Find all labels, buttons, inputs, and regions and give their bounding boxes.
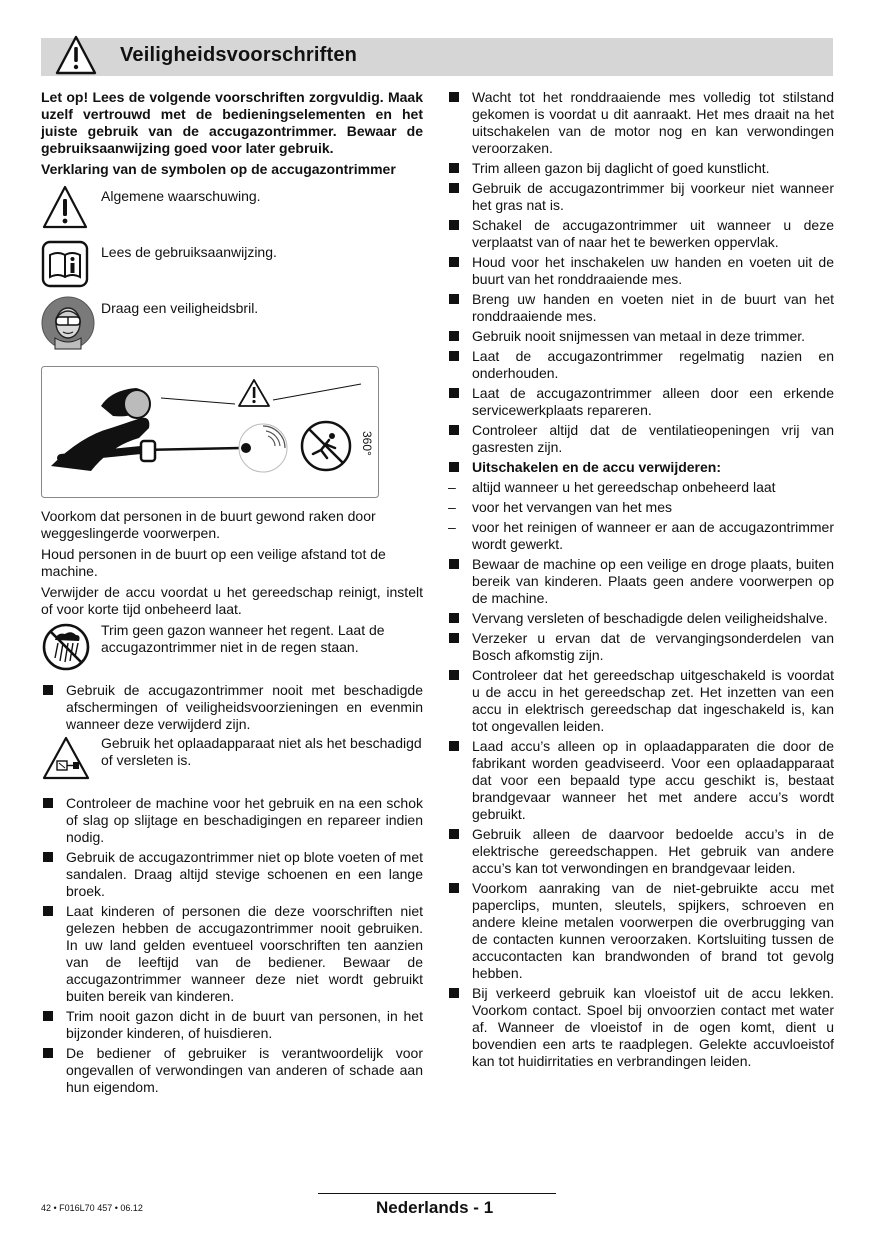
bullet-item bbox=[41, 1008, 423, 1042]
bullet-square-icon bbox=[449, 257, 459, 267]
bullet-text: Controleer de machine voor het gebruik en na een schok of slag op slijtage en beschadigingen en repareer indien nodig. bbox=[66, 795, 423, 845]
manual-info-icon bbox=[41, 240, 93, 290]
bullet-text: Gebruik de accugazontrimmer bij voorkeur niet wanneer het gras nat is. bbox=[472, 180, 834, 213]
footer-doc-code: 42 • F016L70 457 • 06.12 bbox=[41, 1203, 143, 1213]
bullet-square-icon bbox=[449, 988, 459, 998]
bullet-item bbox=[447, 667, 834, 735]
right-column bbox=[447, 89, 834, 1073]
bullet-item bbox=[41, 1045, 423, 1096]
bullet-text: Gebruik de accugazontrimmer nooit met beschadigde afschermingen of veiligheidsvoorzieningen en evenmin wanneer deze verwijderd zijn. bbox=[66, 682, 423, 732]
dash-text: altijd wanneer u het gereedschap onbeheerd laat bbox=[472, 479, 776, 495]
warning-triangle-icon bbox=[41, 184, 93, 234]
bullet-square-icon bbox=[449, 351, 459, 361]
bullet-square-icon bbox=[449, 670, 459, 680]
bullet-square-icon bbox=[449, 294, 459, 304]
bullet-text: Houd voor het inschakelen uw handen en voeten uit de buurt van het ronddraaiende mes. bbox=[472, 254, 834, 287]
footer-page-label: Nederlands - 1 bbox=[376, 1198, 494, 1217]
dash-mark: – bbox=[448, 519, 456, 535]
bullet-text: Wacht tot het ronddraaiende mes volledig tot stilstand gekomen is voordat u dit aanraakt. Het mes draait na het uitschakelen van de motor nog en kan verwondingen veroorzaken. bbox=[472, 89, 834, 156]
footer-divider bbox=[318, 1193, 556, 1194]
bullet-item bbox=[447, 180, 834, 214]
paragraph: Voorkom dat personen in de buurt gewond raken door weggeslingerde voorwerpen. bbox=[41, 508, 376, 541]
bullet-square-icon bbox=[449, 613, 459, 623]
dash-item bbox=[447, 479, 834, 496]
bullet-item bbox=[447, 459, 834, 476]
bullet-square-icon bbox=[43, 852, 53, 862]
bullet-text: Controleer altijd dat de ventilatieopeningen vrij van gasresten zijn. bbox=[472, 422, 834, 455]
symbol-row bbox=[41, 735, 423, 785]
bullet-square-icon bbox=[449, 462, 459, 472]
bullet-square-icon bbox=[43, 798, 53, 808]
figure-label: 360° bbox=[360, 431, 374, 456]
bullet-item bbox=[447, 348, 834, 382]
dash-mark: – bbox=[448, 499, 456, 515]
bullet-item bbox=[41, 682, 423, 733]
charger-warning-icon bbox=[41, 735, 93, 785]
warning-triangle-icon bbox=[55, 35, 97, 75]
paragraph: Verwijder de accu voordat u het gereedschap reinigt, instelt of voor korte tijd onbeheerd laat. bbox=[41, 584, 423, 617]
bullet-text: Uitschakelen en de accu verwijderen: bbox=[472, 459, 721, 475]
bullet-item bbox=[447, 630, 834, 664]
dash-item bbox=[447, 499, 834, 516]
bullet-square-icon bbox=[449, 163, 459, 173]
bullet-square-icon bbox=[43, 685, 53, 695]
dash-item bbox=[447, 519, 834, 553]
symbol-text: Lees de gebruiksaanwijzing. bbox=[101, 244, 277, 260]
bullet-item bbox=[447, 738, 834, 823]
bullet-square-icon bbox=[449, 220, 459, 230]
bullet-text: Laad accu’s alleen op in oplaadapparaten die door de fabrikant worden geadviseerd. Voor een oplaadapparaat dat voor een bepaald type accu geschikt is, bestaat brandgevaar wanneer het met andere accu’s wordt gebruikt. bbox=[472, 738, 834, 822]
bullet-square-icon bbox=[449, 425, 459, 435]
bullet-item bbox=[447, 556, 834, 607]
bullet-square-icon bbox=[449, 331, 459, 341]
symbol-text: Draag een veiligheidsbril. bbox=[101, 300, 259, 316]
dash-text: voor het vervangen van het mes bbox=[472, 499, 673, 515]
dash-mark: – bbox=[448, 479, 456, 495]
symbols-heading: Verklaring van de symbolen op de accugazontrimmer bbox=[41, 161, 396, 177]
bullet-text: Gebruik nooit snijmessen van metaal in deze trimmer. bbox=[472, 328, 806, 344]
bullet-square-icon bbox=[43, 1048, 53, 1058]
bullet-text: Bij verkeerd gebruik kan vloeistof uit de accu lekken. Voorkom contact. Spoel bij onvoorzien contact met water af. Wanneer de vloeistof in de ogen komt, dient u bovendien een arts te raadplegen. Gelekte accuvloeistof kan tot huidirritaties en verbrandingen leiden. bbox=[472, 985, 834, 1069]
no-rain-icon bbox=[41, 622, 93, 672]
bullet-item bbox=[41, 849, 423, 900]
bullet-item bbox=[447, 985, 834, 1070]
bullet-square-icon bbox=[449, 559, 459, 569]
paragraph: Houd personen in de buurt op een veilige afstand tot de machine. bbox=[41, 546, 386, 579]
symbol-row bbox=[41, 296, 423, 352]
bullet-text: Trim alleen gazon bij daglicht of goed kunstlicht. bbox=[472, 160, 770, 176]
bullet-text: Laat de accugazontrimmer regelmatig nazien en onderhouden. bbox=[472, 348, 834, 381]
symbol-text: Gebruik het oplaadapparaat niet als het beschadigd of versleten is. bbox=[101, 735, 422, 768]
bullet-square-icon bbox=[449, 388, 459, 398]
bullet-square-icon bbox=[43, 906, 53, 916]
bullet-item bbox=[447, 422, 834, 456]
symbol-text: Algemene waarschuwing. bbox=[101, 188, 261, 204]
bullet-item bbox=[447, 217, 834, 251]
bullet-item bbox=[447, 880, 834, 982]
symbol-row bbox=[41, 622, 423, 672]
bullet-item bbox=[447, 254, 834, 288]
bullet-text: De bediener of gebruiker is verantwoordelijk voor ongevallen of verwondingen van anderen of schade aan hun eigendom. bbox=[66, 1045, 423, 1095]
bullet-text: Verzeker u ervan dat de vervangingsonderdelen van Bosch afkomstig zijn. bbox=[472, 630, 834, 663]
bullet-square-icon bbox=[449, 633, 459, 643]
bullet-text: Voorkom aanraking van de niet-gebruikte accu met paperclips, munten, sleutels, spijkers, schroeven en andere kleine metalen voorwerpen die overbrugging van de contacten kunnen veroorzaken. Kortsluiting tussen de accucontacten kan brandwonden of brand tot gevolg hebben. bbox=[472, 880, 834, 981]
bullet-item bbox=[447, 610, 834, 627]
intro-text: Let op! Lees de volgende voorschriften zorgvuldig. Maak uzelf vertrouwd met de bedieningselementen en het juiste gebruik van de accugazontrimmer. Bewaar de gebruiksaanwijzing goed voor later gebruik. bbox=[41, 89, 423, 156]
symbol-row bbox=[41, 240, 423, 290]
bullet-item bbox=[41, 795, 423, 846]
bullet-text: Laat de accugazontrimmer alleen door een erkende servicewerkplaats repareren. bbox=[472, 385, 834, 418]
bullet-text: Trim nooit gazon dicht in de buurt van personen, in het bijzonder kinderen, of huisdieren. bbox=[66, 1008, 423, 1041]
bullet-text: Breng uw handen en voeten niet in de buurt van het ronddraaiende mes. bbox=[472, 291, 834, 324]
bullet-item bbox=[447, 826, 834, 877]
bullet-item bbox=[447, 385, 834, 419]
bullet-square-icon bbox=[449, 829, 459, 839]
bullet-square-icon bbox=[449, 183, 459, 193]
bullet-square-icon bbox=[449, 741, 459, 751]
bullet-item bbox=[447, 160, 834, 177]
bullet-item bbox=[447, 328, 834, 345]
left-column bbox=[41, 89, 423, 1099]
bullet-text: Controleer dat het gereedschap uitgeschakeld is voordat u de accu in het gereedschap zet. Het inzetten van een accu in elektrisch gereedschap dat ingeschakeld is, kan tot ongevallen leiden. bbox=[472, 667, 834, 734]
bullet-text: Bewaar de machine op een veilige en droge plaats, buiten bereik van kinderen. Plaats geen andere voorwerpen op de machine. bbox=[472, 556, 834, 606]
trimmer-safety-figure bbox=[41, 366, 379, 498]
bullet-item bbox=[41, 903, 423, 1005]
bullet-square-icon bbox=[449, 883, 459, 893]
bullet-square-icon bbox=[449, 92, 459, 102]
bullet-text: Vervang versleten of beschadigde delen veiligheidshalve. bbox=[472, 610, 828, 626]
bullet-item bbox=[447, 291, 834, 325]
page-title: Veiligheidsvoorschriften bbox=[120, 44, 358, 66]
bullet-text: Schakel de accugazontrimmer uit wanneer u deze verplaatst van of naar het te bewerken oppervlak. bbox=[472, 217, 834, 250]
bullet-item bbox=[447, 89, 834, 157]
symbol-row bbox=[41, 184, 423, 234]
bullet-text: Gebruik de accugazontrimmer niet op blote voeten of met sandalen. Draag altijd stevige schoenen en een lange broek. bbox=[66, 849, 423, 899]
bullet-square-icon bbox=[43, 1011, 53, 1021]
bullet-text: Laat kinderen of personen die deze voorschriften niet gelezen hebben de accugazontrimmer nooit gebruiken. In uw land gelden eventueel voorschriften ten aanzien van de leeftijd van de bediener. Bewaar de accugazontrimmer wanneer deze niet wordt gebruikt buiten bereik van kinderen. bbox=[66, 903, 423, 1004]
safety-glasses-icon bbox=[41, 296, 93, 352]
bullet-text: Gebruik alleen de daarvoor bedoelde accu’s in de elektrische gereedschappen. Het gebruik van andere accu’s kan tot verwondingen en brandgevaar leiden. bbox=[472, 826, 834, 876]
dash-text: voor het reinigen of wanneer er aan de accugazontrimmer wordt gewerkt. bbox=[472, 519, 834, 552]
symbol-text: Trim geen gazon wanneer het regent. Laat de accugazontrimmer niet in de regen staan. bbox=[101, 622, 385, 655]
